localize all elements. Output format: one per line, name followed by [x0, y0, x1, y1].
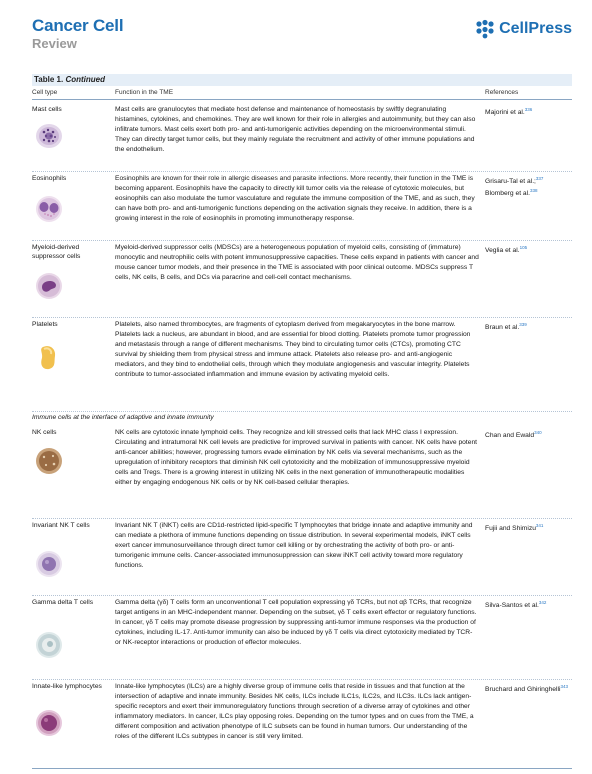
table-subheading: Immune cells at the interface of adaptive and innate immunity — [32, 414, 214, 421]
inkt-cell-icon — [34, 549, 64, 579]
cell-type-label: NK cells — [32, 429, 57, 436]
reference — [485, 320, 572, 332]
table-row — [32, 318, 572, 410]
gamma-delta-t-cell-icon — [34, 630, 64, 660]
function-text: Platelets, also named thrombocytes, are fragments of cytoplasm derived from megakaryocytes in the bone marrow. Platelets lack a nucleus, are abundant in blood, and are essential for blood clotting. Platelets promote tumor progression and metastasis through a range of different mechanisms. They bind to circulating tumor cells (CTCs), promoting CTC survival by shielding them from physical stress and immune attack. Platelets also release pro- and anti-angiogenic mediators, and they bind to endothelial cells, through which they modulate angiogenesis and vascular integrity. Platelets contribute to tumor-associated inflammation and immune evasion by activating myeloid cells. — [115, 321, 471, 378]
function-text: Eosinophils are known for their role in allergic diseases and parasite infections. More recently, their function in the TME is becoming apparent. Eosinophils have the capacity to directly kill tumor cells via the release of cytotoxic molecules, but eosinophils can also modulate the tumor vasculature and regulate the immune composition of the TME, and as such, they can have both pro- and anti-tumorigenic functions depending on the activation signals they receive. In addition, there is a growing interest in the role of eosinophils in promoting immunotherapy response. — [115, 175, 475, 222]
reference-text: Fujii and Shimizu — [485, 525, 536, 533]
reference-text: Bruchard and Ghiringhelli — [485, 686, 561, 694]
cell-type-label: Gamma delta T cells — [32, 599, 94, 606]
section-label: Review — [32, 36, 77, 51]
cell-type-label: Innate-like lymphocytes — [32, 683, 102, 690]
function-text: NK cells are cytotoxic innate lymphoid cells. They recognize and kill stressed cells that lack MHC class I expression. Circulating and intratumoral NK cell levels are predictive for improved survival in patients with cancer. NK cells have potent anti-cancer abilities; however, progressing tumors evade elimination by NK cells via several mechanisms, such as the upregulation of inhibitory receptors that diminish NK cell cytotoxicity and the mobilization of immunosuppressive myeloid cells and Tregs. There is a growing interest in utilizing NK cells in the next generation of immunotherapeutic modalities either by engaging endogenous NK cells or by NK cell-based cellular therapies. — [115, 429, 478, 486]
cell-type-label: Eosinophils — [32, 175, 67, 182]
innate-like-lymphocyte-icon — [34, 708, 64, 738]
platelet-icon — [34, 342, 64, 372]
reference-link[interactable]: 338 — [529, 188, 538, 194]
cell-type-label: Mast cells — [32, 106, 62, 113]
table-bottom-rule — [32, 768, 572, 769]
reference-text: Blomberg et al. — [485, 190, 530, 198]
reference-text: Majorini et al. — [485, 109, 525, 117]
reference — [485, 682, 572, 694]
reference-link[interactable]: 340 — [534, 430, 542, 435]
reference-text: Chan and Ewald — [485, 432, 535, 440]
mast-cell-icon — [34, 121, 64, 151]
table-title — [32, 74, 572, 86]
mdsc-icon — [34, 271, 64, 301]
reference — [485, 105, 572, 117]
function-text: Innate-like lymphocytes (ILCs) are a highly diverse group of immune cells that reside in tissues and that function at the intersection of adaptive and innate immunity. Besides NK cells, ILCs include ILC1s, ILC2s, and ILC3s. ILCs lack antigen-specific receptors and exert their immunoregulatory functions through secretion of a diverse array of cytokines and other inflammatory mediators. In cancer, ILCs play opposing roles. Depending on the tumor types and on cues from the TME, a different composition and activation phenotype of ILC subsets can be found in human tumors. Our understanding of the roles of the different ILCs subtypes in cancer is still very limited. — [115, 683, 474, 740]
table-row — [32, 103, 572, 171]
reference-text: Silva-Santos et al. — [485, 602, 539, 610]
column-header-references: References — [485, 89, 519, 96]
row-divider — [32, 411, 572, 412]
function-text: Mast cells are granulocytes that mediate host defense and maintenance of homeostasis by swiftly degranulating histamines, cytokines, and chemokines. They are well known for their role in allergies and autoimmunity, but they can also infiltrate tumors. Mast cells exert both pro- and anti-tumorigenic activities depending on the microenvironmental stimuli. They can directly target tumor cells, but they mainly regulate the recruitment and activity of other immune populations and the endothelium. — [115, 106, 476, 153]
nk-cell-icon — [34, 446, 64, 476]
table-row — [32, 680, 572, 768]
table-row — [32, 596, 572, 679]
eosinophil-icon — [34, 194, 64, 224]
table-row — [32, 172, 572, 240]
cell-type-label: Invariant NK T cells — [32, 522, 90, 529]
reference — [485, 598, 572, 610]
reference-text: Veglia et al. — [485, 247, 520, 255]
reference-link[interactable]: 337 — [535, 176, 544, 181]
reference-link[interactable]: 339 — [519, 322, 527, 327]
reference-link[interactable]: 341 — [535, 523, 544, 528]
publisher-logo — [474, 18, 572, 40]
column-header-function: Function in the TME — [115, 89, 174, 96]
reference — [485, 428, 572, 440]
table-row — [32, 241, 572, 316]
page-header — [32, 16, 572, 60]
reference — [485, 521, 572, 533]
cellpress-logo — [474, 19, 496, 39]
function-text: Invariant NK T (iNKT) cells are CD1d-restricted lipid-specific T lymphocytes that bridge innate and adaptive immunity and can mediate a plethora of immune functions depending on tissue distribution. In several experimental models, iNKT cells exert cancer immunosurveillance through direct tumor cell killing or by orchestrating the activity of both pro- or anti-tumorigenic immune cells. Cancer-associated immunosuppression can skew iNKT cell activity toward more regulatory functions. — [115, 522, 473, 569]
table-label: Table 1. — [34, 75, 64, 84]
reference-text: Grisaru-Tal et al.; — [485, 178, 536, 186]
reference-link[interactable]: 343 — [560, 684, 568, 689]
function-text: Gamma delta (γδ) T cells form an unconventional T cell population expressing γδ TCRs, but not αβ TCRs, that recognize target antigens in an MHC-independent manner. Depending on the subset, γδ T cells exert effector or regulatory functions. In cancer, γδ T cells may promote disease progression by suppressing anti-tumor immune responses via the production of cytokines, including IL-17. Anti-tumor immunity can also be induced by γδ T cells via direct cytotoxicity mediated by TCR- or NK-receptor interactions or production of effector molecules. — [115, 599, 477, 646]
journal-title: Cancer Cell — [32, 16, 124, 35]
function-text: Myeloid-derived suppressor cells (MDSCs) are a heterogeneous population of myeloid cells, consisting of (immature) monocytic and neutrophilic cells with potent immunosuppressive capacities. These cells expand in patients with cancer and mouse cancer tumor models, and their presence in the TME is associated with poor clinical outcome. MDSCs suppress T cells, NK cells, B cells, and DCs via paracrine and cell-cell contact mechanisms. — [115, 244, 479, 281]
reference — [485, 243, 572, 255]
reference-text: Braun et al. — [485, 324, 520, 332]
publisher-name: CellPress — [499, 20, 572, 37]
reference-link[interactable]: 336 — [524, 107, 533, 112]
reference — [485, 174, 572, 198]
reference-link[interactable]: 342 — [538, 600, 547, 605]
table-row — [32, 426, 572, 518]
reference-link[interactable]: 105 — [519, 245, 528, 250]
cell-type-label: Platelets — [32, 321, 58, 328]
cell-type-label: Myeloid-derived suppressor cells — [32, 244, 81, 260]
table-continued: Continued — [65, 75, 105, 84]
header-divider — [32, 99, 572, 100]
table-row — [32, 519, 572, 594]
column-header-cell-type: Cell type — [32, 89, 58, 96]
